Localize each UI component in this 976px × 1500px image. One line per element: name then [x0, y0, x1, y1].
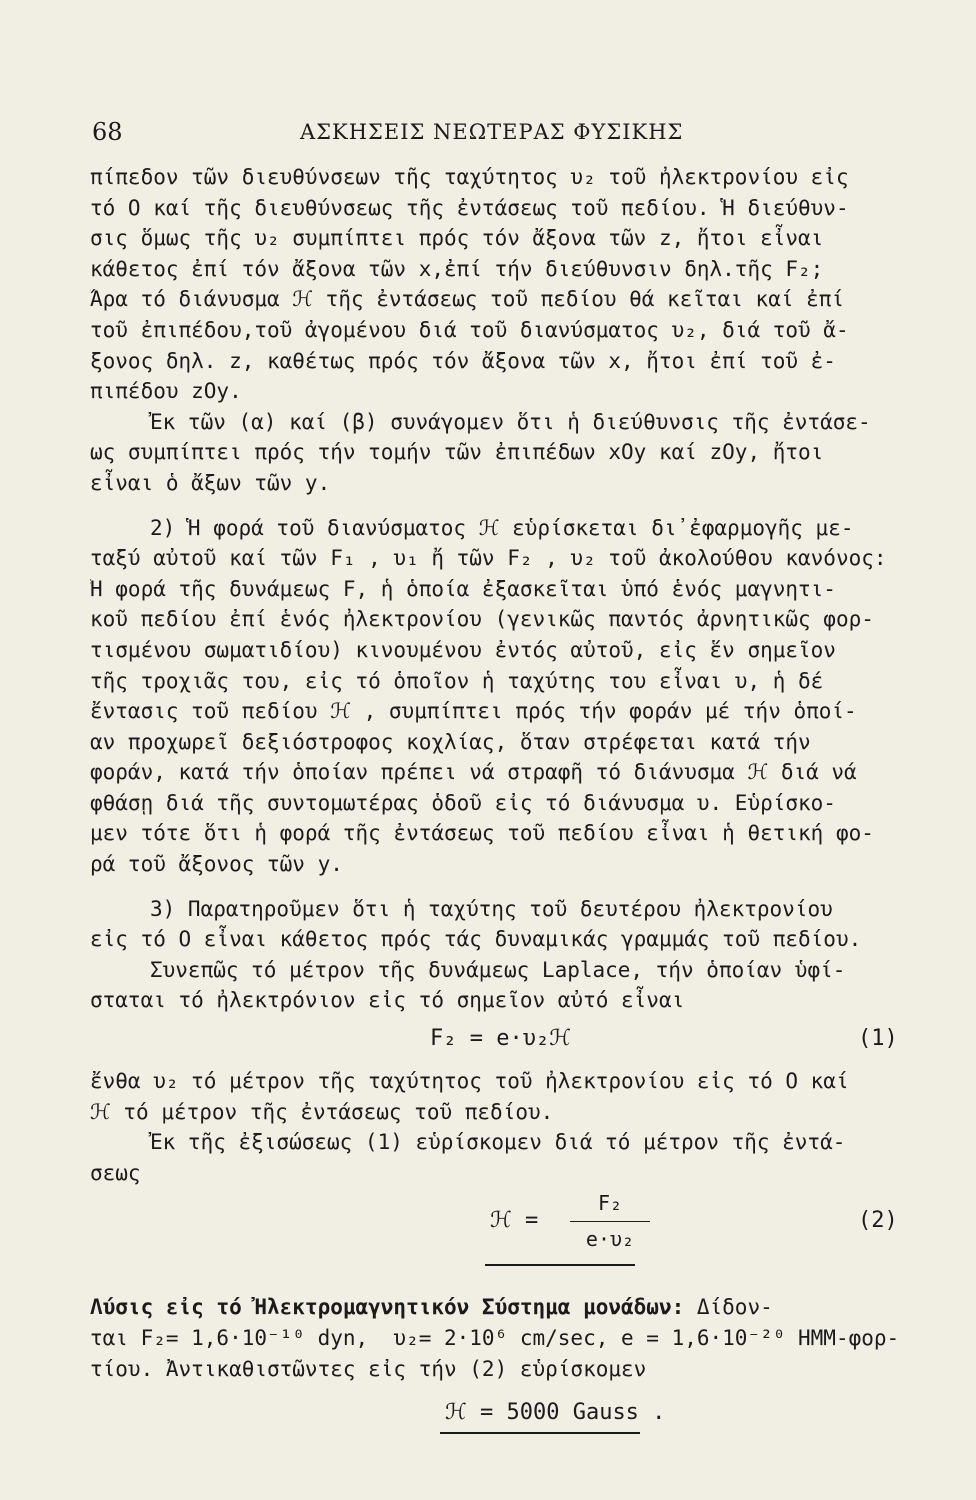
text-line: σεως	[90, 1160, 141, 1185]
text-line: κάθετος ἐπί τόν ἄξονα τῶν x,ἐπί τήν διεύθυνσιν δηλ.τῆς F₂;	[90, 256, 824, 281]
text-line: Ἐκ τῆς ἐξισώσεως (1) εὑρίσκομεν διά τό μέτρον τῆς ἐντά-	[150, 1130, 846, 1155]
paragraph-3	[90, 513, 960, 880]
equation-expression: F₂ = e·υ₂ℋ	[430, 1026, 571, 1052]
paragraph-1	[90, 162, 960, 407]
text-line: 2) Ἡ φορά τοῦ διανύσματος ℋ εὑρίσκεται δι᾽ἐφαρμογῆς με-	[150, 515, 854, 540]
text-line: εἰς τό Ο εἶναι κάθετος πρός τάς δυναμικάς γραμμάς τοῦ πεδίου.	[90, 927, 862, 952]
paragraph-4	[90, 894, 960, 955]
text-line: ἔντασις τοῦ πεδίου ℋ , συμπίπτει πρός τήν φοράν μέ τήν ὁποί-	[90, 699, 857, 724]
text-line: τό Ο καί τῆς διευθύνσεως τῆς ἐντάσεως τοῦ πεδίου. Ἡ διεύθυν-	[90, 195, 849, 220]
text-line: πίπεδον τῶν διευθύνσεων τῆς ταχύτητος υ₂ τοῦ ἠλεκτρονίου εἰς	[90, 165, 849, 189]
body-text	[90, 162, 960, 1444]
paragraph-2	[90, 407, 960, 499]
text-line: κοῦ πεδίου ἐπί ἑνός ἠλεκτρονίου (γενικῶς παντός ἀρνητικῶς φορ-	[90, 607, 874, 632]
text-line	[90, 1292, 960, 1323]
solution-heading: Λύσις εἰς τό Ἠλεκτρομαγνητικόν Σύστημα μονάδων:	[90, 1295, 685, 1320]
text-line: ἔνθα υ₂ τό μέτρον τῆς ταχύτητος τοῦ ἠλεκτρονίου εἰς τό Ο καί	[90, 1069, 849, 1094]
text-line: φοράν, κατά τήν ὁποίαν πρέπει νά στραφῆ τό διάνυσμα ℋ διά νά	[90, 760, 857, 785]
text-line: ται F₂= 1,6·10⁻¹⁰ dyn, υ₂= 2·10⁶ cm/sec, e = 1,6·10⁻²⁰ ΗΜΜ-φορ-	[90, 1326, 900, 1350]
equation-lhs: ℋ =	[490, 1208, 539, 1234]
text-line: ρά τοῦ ἄξονος τῶν y.	[90, 852, 343, 877]
paragraph-5	[90, 955, 960, 1016]
separator	[90, 1258, 960, 1292]
text-line: Ἐκ τῶν (α) καί (β) συνάγομεν ὅτι ἡ διεύθυνσις τῆς ἐντάσε-	[150, 409, 871, 434]
result-expression: ℋ = 5000 Gauss .	[445, 1400, 666, 1426]
text-line: ξονος δηλ. z, καθέτως πρός τόν ἄξονα τῶν x, ἤτοι ἐπί τοῦ ἐ-	[90, 348, 836, 373]
text-line: Συνεπῶς τό μέτρον τῆς δυνάμεως Laplace, τήν ὁποίαν ὑφί-	[150, 957, 846, 982]
text-line: ως συμπίπτει πρός τήν τομήν τῶν ἐπιπέδων xOy καί zOy, ἤτοι	[90, 440, 824, 465]
text-line: εἶναι ὁ ἄξων τῶν y.	[90, 470, 331, 495]
text-line: σταται τό ἠλεκτρόνιον εἰς τό σημεῖον αὐτό εἶναι	[90, 988, 685, 1013]
paragraph-7	[90, 1127, 960, 1188]
equation-number: (2)	[858, 1208, 898, 1234]
text-line: Ἡ φορά τῆς δυνάμεως F, ἡ ὁποία ἐξασκεῖται ὑπό ἑνός μαγνητι-	[90, 576, 836, 601]
text-line: φθάσῃ διά τῆς συντομωτέρας ὁδοῦ εἰς τό διάνυσμα υ. Εὑρίσκο-	[90, 790, 836, 815]
equation-number: (1)	[858, 1026, 898, 1052]
horizontal-rule	[485, 1264, 635, 1266]
equation-2	[90, 1188, 960, 1258]
page-header	[0, 118, 976, 158]
text-line: 3) Παρατηροῦμεν ὅτι ἡ ταχύτης τοῦ δευτέρου ἠλεκτρονίου	[150, 896, 833, 921]
text-line: αν προχωρεῖ δεξιόστροφος κοχλίας, ὅταν στρέφεται κατά τήν	[90, 729, 811, 754]
final-result	[90, 1384, 960, 1444]
text-line: σις ὅμως τῆς υ₂ συμπίπτει πρός τόν ἄξονα τῶν z, ἤτοι εἶναι	[90, 226, 824, 251]
text-line: τοῦ ἐπιπέδου,τοῦ ἀγομένου διά τοῦ διανύσματος υ₂, διά τοῦ ἄ-	[90, 317, 849, 342]
spacer	[90, 880, 960, 894]
running-title: ΑΣΚΗΣΕΙΣ ΝΕΩΤΕΡΑΣ ΦΥΣΙΚΗΣ	[300, 120, 684, 144]
text-line: τίου. Ἀντικαθιστῶντες εἰς τήν (2) εὑρίσκομεν	[90, 1356, 647, 1381]
solution-text: Δίδον-	[684, 1295, 773, 1320]
spacer	[90, 499, 960, 513]
fraction-denominator: e·υ₂	[585, 1227, 635, 1251]
fraction-numerator: F₂	[570, 1188, 650, 1222]
text-line: Ἄρα τό διάνυσμα ℋ τῆς ἐντάσεως τοῦ πεδίου θά κεῖται καί ἐπί	[90, 287, 845, 312]
text-line: πιπέδου zOy.	[90, 379, 242, 404]
text-line: τῆς τροχιᾶς του, εἰς τό ὁποῖον ἡ ταχύτης του εἶναι υ, ἡ δέ	[90, 668, 824, 693]
text-line: ℋ τό μέτρον τῆς ἐντάσεως τοῦ πεδίου.	[90, 1099, 554, 1124]
result-underline	[440, 1432, 640, 1434]
equation-1	[90, 1016, 960, 1066]
paragraph-6	[90, 1066, 960, 1127]
fraction	[570, 1188, 650, 1254]
text-line: ταξύ αὐτοῦ καί τῶν F₁ , υ₁ ἤ τῶν F₂ , υ₂ τοῦ ἀκολούθου κανόνος:	[90, 546, 887, 571]
solution-block	[90, 1292, 960, 1384]
text-line: τισμένου σωματιδίου) κινουμένου ἐντός αὐτοῦ, εἰς ἕν σημεῖον	[90, 637, 836, 662]
text-line: μεν τότε ὅτι ἡ φορά τῆς ἐντάσεως τοῦ πεδίου εἶναι ἡ θετική φο-	[90, 821, 874, 846]
page-number: 68	[92, 118, 123, 146]
